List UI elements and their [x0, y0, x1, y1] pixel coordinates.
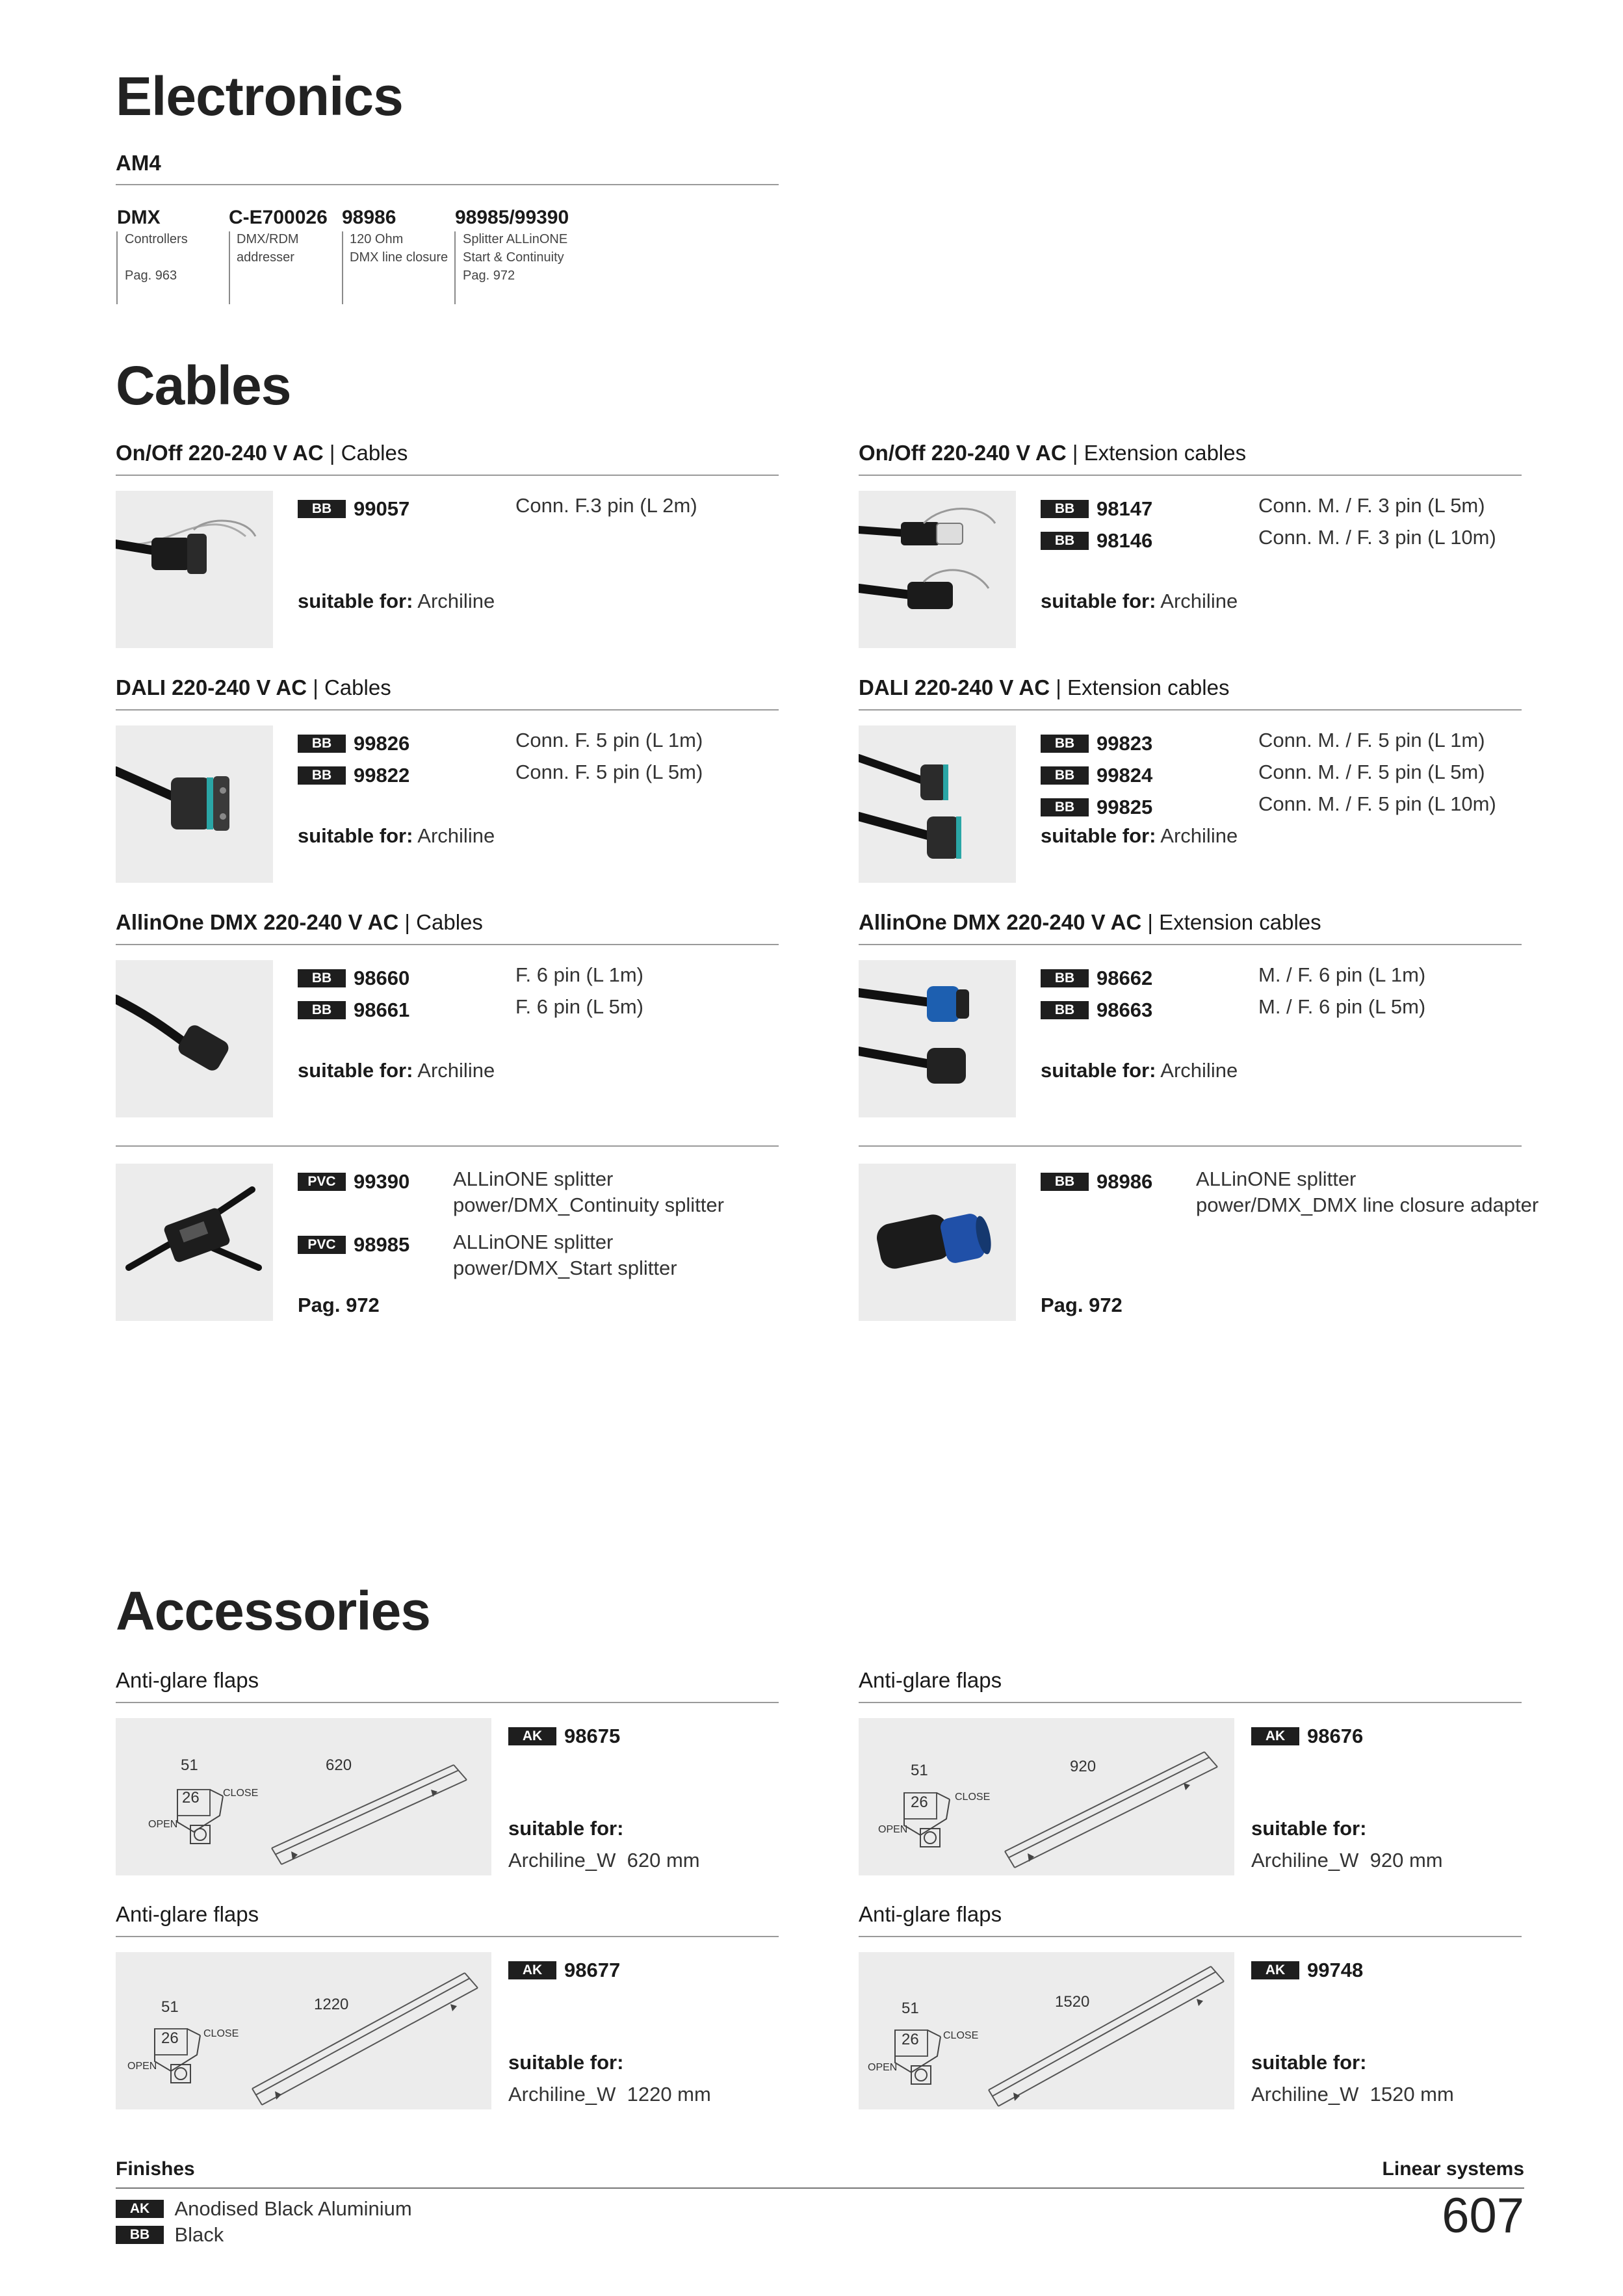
dmx-code: 98985/99390 — [455, 207, 569, 228]
product-desc-line1: ALLinONE splitter — [1196, 1168, 1357, 1190]
close-label: CLOSE — [955, 1792, 991, 1803]
product-code: 98146 — [1097, 529, 1153, 552]
product-row — [1041, 732, 1152, 755]
divider — [859, 475, 1522, 476]
product-desc: Conn. F.3 pin (L 2m) — [515, 494, 697, 517]
finish-label: Black — [174, 2223, 224, 2246]
finishes-label: Finishes — [116, 2158, 195, 2180]
product-desc: Conn. F. 5 pin (L 5m) — [515, 761, 703, 783]
dim-51-label: 51 — [911, 1762, 928, 1779]
length-label: 1520 — [1055, 1993, 1090, 2011]
product-row — [1041, 998, 1152, 1022]
dmx-line2: DMX line closure — [350, 250, 448, 265]
finish-badge: AK — [116, 2200, 164, 2218]
finish-badge: BB — [298, 766, 346, 785]
finish-row — [116, 2223, 224, 2247]
finish-badge: BB — [298, 1001, 346, 1019]
finish-badge: BB — [298, 735, 346, 753]
divider — [116, 709, 779, 711]
divider — [116, 1936, 779, 1937]
technical-drawing — [859, 1718, 1234, 1875]
section-heading: On/Off 220-240 V AC | Cables — [116, 441, 408, 465]
product-desc: F. 6 pin (L 1m) — [515, 963, 643, 986]
product-code: 98676 — [1307, 1725, 1364, 1747]
suitable-for: suitable for: Archiline — [1041, 590, 1238, 612]
product-image — [859, 491, 1016, 648]
product-desc: Conn. M. / F. 3 pin (L 10m) — [1258, 526, 1496, 549]
finish-badge: BB — [1041, 969, 1089, 987]
section-heading: On/Off 220-240 V AC | Extension cables — [859, 441, 1247, 465]
product-desc: Conn. M. / F. 5 pin (L 1m) — [1258, 729, 1485, 751]
finish-badge: BB — [1041, 735, 1089, 753]
product-code: 98985 — [354, 1233, 410, 1256]
product-image — [116, 960, 273, 1117]
product-image — [116, 725, 273, 883]
product-desc: F. 6 pin (L 5m) — [515, 995, 643, 1018]
product-row — [508, 1959, 620, 1982]
close-label: CLOSE — [223, 1788, 259, 1799]
product-desc-line2: power/DMX_DMX line closure adapter — [1196, 1194, 1539, 1216]
product-row — [1251, 1725, 1363, 1748]
product-desc: Conn. M. / F. 3 pin (L 5m) — [1258, 494, 1485, 517]
suitable-for: suitable for: Archiline — [298, 824, 495, 847]
open-label: OPEN — [148, 1819, 178, 1830]
suitable-for-label: suitable for: — [508, 2051, 624, 2074]
product-desc: M. / F. 6 pin (L 1m) — [1258, 963, 1426, 986]
dim-26-label: 26 — [182, 1789, 200, 1807]
divider — [859, 1145, 1522, 1147]
product-code: 98986 — [1097, 1170, 1153, 1193]
section-heading: Anti-glare flaps — [859, 1668, 1002, 1692]
finish-badge: AK — [508, 1727, 556, 1745]
dmx-line3: Pag. 972 — [463, 268, 515, 283]
suitable-for: suitable for: Archiline — [1041, 1059, 1238, 1082]
product-row — [1041, 967, 1152, 990]
product-code: 99748 — [1307, 1959, 1364, 1981]
product-row — [1041, 764, 1152, 787]
finish-badge: BB — [1041, 766, 1089, 785]
technical-drawing — [859, 1952, 1234, 2109]
product-row — [1041, 497, 1152, 521]
divider — [116, 475, 779, 476]
product-row — [298, 732, 409, 755]
product-desc-line2: power/DMX_Start splitter — [453, 1257, 677, 1279]
dim-26-label: 26 — [161, 2029, 179, 2047]
product-code: 99825 — [1097, 796, 1153, 818]
product-desc-line1: ALLinONE splitter — [453, 1231, 614, 1253]
open-label: OPEN — [868, 2062, 898, 2073]
finish-badge: PVC — [298, 1236, 346, 1254]
product-image — [859, 1164, 1016, 1321]
footer-divider — [116, 2187, 1524, 2189]
dmx-line1: Controllers — [125, 232, 188, 246]
suitable-for-label: suitable for: — [1251, 1817, 1367, 1840]
section-heading: AllinOne DMX 220-240 V AC | Cables — [116, 910, 483, 934]
suitable-for: suitable for: Archiline — [298, 1059, 495, 1082]
divider — [116, 1145, 779, 1147]
suitable-for: suitable for: Archiline — [298, 590, 495, 612]
finish-badge: BB — [1041, 798, 1089, 816]
finish-badge: BB — [116, 2226, 164, 2244]
column-divider — [454, 231, 456, 304]
product-code: 99057 — [354, 497, 410, 520]
dmx-code: C-E700026 — [229, 207, 328, 228]
column-divider — [342, 231, 343, 304]
open-label: OPEN — [127, 2061, 157, 2072]
finish-badge: BB — [298, 969, 346, 987]
finish-row — [116, 2197, 412, 2221]
divider — [859, 709, 1522, 711]
divider — [859, 1936, 1522, 1937]
product-row — [1041, 529, 1152, 553]
suitable-for-value: Archiline_W 920 mm — [1251, 1849, 1443, 1872]
suitable-for: suitable for: Archiline — [1041, 824, 1238, 847]
product-row — [1041, 796, 1152, 819]
product-image — [116, 491, 273, 648]
accessories-title: Accessories — [116, 1580, 431, 1641]
finish-badge: AK — [508, 1961, 556, 1979]
product-desc: M. / F. 6 pin (L 5m) — [1258, 995, 1426, 1018]
suitable-for-value: Archiline_W 1520 mm — [1251, 2083, 1454, 2106]
page-reference: Pag. 972 — [298, 1294, 380, 1316]
product-code: 98661 — [354, 998, 410, 1021]
product-row — [508, 1725, 620, 1748]
dmx-line2: addresser — [237, 250, 294, 265]
technical-drawing — [116, 1718, 491, 1875]
dmx-line2: Start & Continuity — [463, 250, 564, 265]
dmx-code: 98986 — [342, 207, 396, 228]
product-row — [1251, 1959, 1363, 1982]
product-code: 98675 — [564, 1725, 621, 1747]
column-divider — [229, 231, 230, 304]
finish-badge: BB — [1041, 1001, 1089, 1019]
dim-26-label: 26 — [902, 2031, 919, 2048]
divider — [859, 944, 1522, 945]
finish-badge: BB — [298, 500, 346, 518]
finish-badge: PVC — [298, 1173, 346, 1191]
finish-badge: AK — [1251, 1961, 1299, 1979]
product-code: 98147 — [1097, 497, 1153, 520]
product-code: 99826 — [354, 732, 410, 755]
section-heading: DALI 220-240 V AC | Cables — [116, 675, 391, 699]
divider — [116, 944, 779, 945]
product-row — [298, 967, 409, 990]
cables-title: Cables — [116, 355, 291, 416]
divider — [116, 184, 779, 185]
product-row — [298, 998, 409, 1022]
finish-label: Anodised Black Aluminium — [174, 2197, 412, 2220]
section-heading: Anti-glare flaps — [116, 1668, 259, 1692]
finish-badge: BB — [1041, 532, 1089, 550]
dim-51-label: 51 — [181, 1756, 198, 1774]
section-heading: Anti-glare flaps — [116, 1902, 259, 1926]
section-heading: Anti-glare flaps — [859, 1902, 1002, 1926]
product-row — [298, 497, 409, 521]
suitable-for-value: Archiline_W 1220 mm — [508, 2083, 711, 2106]
product-desc: Conn. M. / F. 5 pin (L 10m) — [1258, 792, 1496, 815]
length-label: 920 — [1070, 1758, 1097, 1775]
footer-section-title: Linear systems — [1382, 2158, 1524, 2180]
suitable-for-value: Archiline_W 620 mm — [508, 1849, 700, 1872]
product-image — [116, 1164, 273, 1321]
electronics-title: Electronics — [116, 66, 403, 127]
product-desc-line2: power/DMX_Continuity splitter — [453, 1194, 724, 1216]
finish-badge: BB — [1041, 500, 1089, 518]
product-row — [1041, 1170, 1152, 1194]
product-code: 98662 — [1097, 967, 1153, 989]
divider — [859, 1702, 1522, 1703]
finish-badge: AK — [1251, 1727, 1299, 1745]
product-code: 99390 — [354, 1170, 410, 1193]
dim-26-label: 26 — [911, 1794, 928, 1811]
column-divider — [116, 231, 118, 304]
product-code: 98677 — [564, 1959, 621, 1981]
dmx-line3: Pag. 963 — [125, 268, 177, 283]
product-code: 99823 — [1097, 732, 1153, 755]
product-desc-line1: ALLinONE splitter — [453, 1168, 614, 1190]
dim-51-label: 51 — [161, 1998, 179, 2016]
product-desc: Conn. F. 5 pin (L 1m) — [515, 729, 703, 751]
finish-badge: BB — [1041, 1173, 1089, 1191]
product-code: 98660 — [354, 967, 410, 989]
dmx-code: DMX — [117, 207, 161, 228]
open-label: OPEN — [878, 1824, 908, 1835]
suitable-for-label: suitable for: — [1251, 2051, 1367, 2074]
dmx-line1: DMX/RDM — [237, 232, 299, 246]
dmx-line1: 120 Ohm — [350, 232, 404, 246]
technical-drawing — [116, 1952, 491, 2109]
page-reference: Pag. 972 — [1041, 1294, 1123, 1316]
product-desc: Conn. M. / F. 5 pin (L 5m) — [1258, 761, 1485, 783]
product-image — [859, 960, 1016, 1117]
length-label: 1220 — [314, 1996, 349, 2013]
product-row — [298, 764, 409, 787]
product-row — [298, 1233, 409, 1257]
section-heading: AllinOne DMX 220-240 V AC | Extension cables — [859, 910, 1321, 934]
product-code: 99824 — [1097, 764, 1153, 787]
product-code: 98663 — [1097, 998, 1153, 1021]
dim-51-label: 51 — [902, 2000, 919, 2017]
divider — [116, 1702, 779, 1703]
length-label: 620 — [326, 1756, 352, 1774]
product-image — [859, 725, 1016, 883]
electronics-subtitle: AM4 — [116, 151, 161, 175]
product-code: 99822 — [354, 764, 410, 787]
page-number: 607 — [1442, 2188, 1524, 2243]
suitable-for-label: suitable for: — [508, 1817, 624, 1840]
product-row — [298, 1170, 409, 1194]
section-heading: DALI 220-240 V AC | Extension cables — [859, 675, 1230, 699]
dmx-line1: Splitter ALLinONE — [463, 232, 568, 246]
close-label: CLOSE — [203, 2028, 239, 2039]
close-label: CLOSE — [943, 2030, 979, 2041]
